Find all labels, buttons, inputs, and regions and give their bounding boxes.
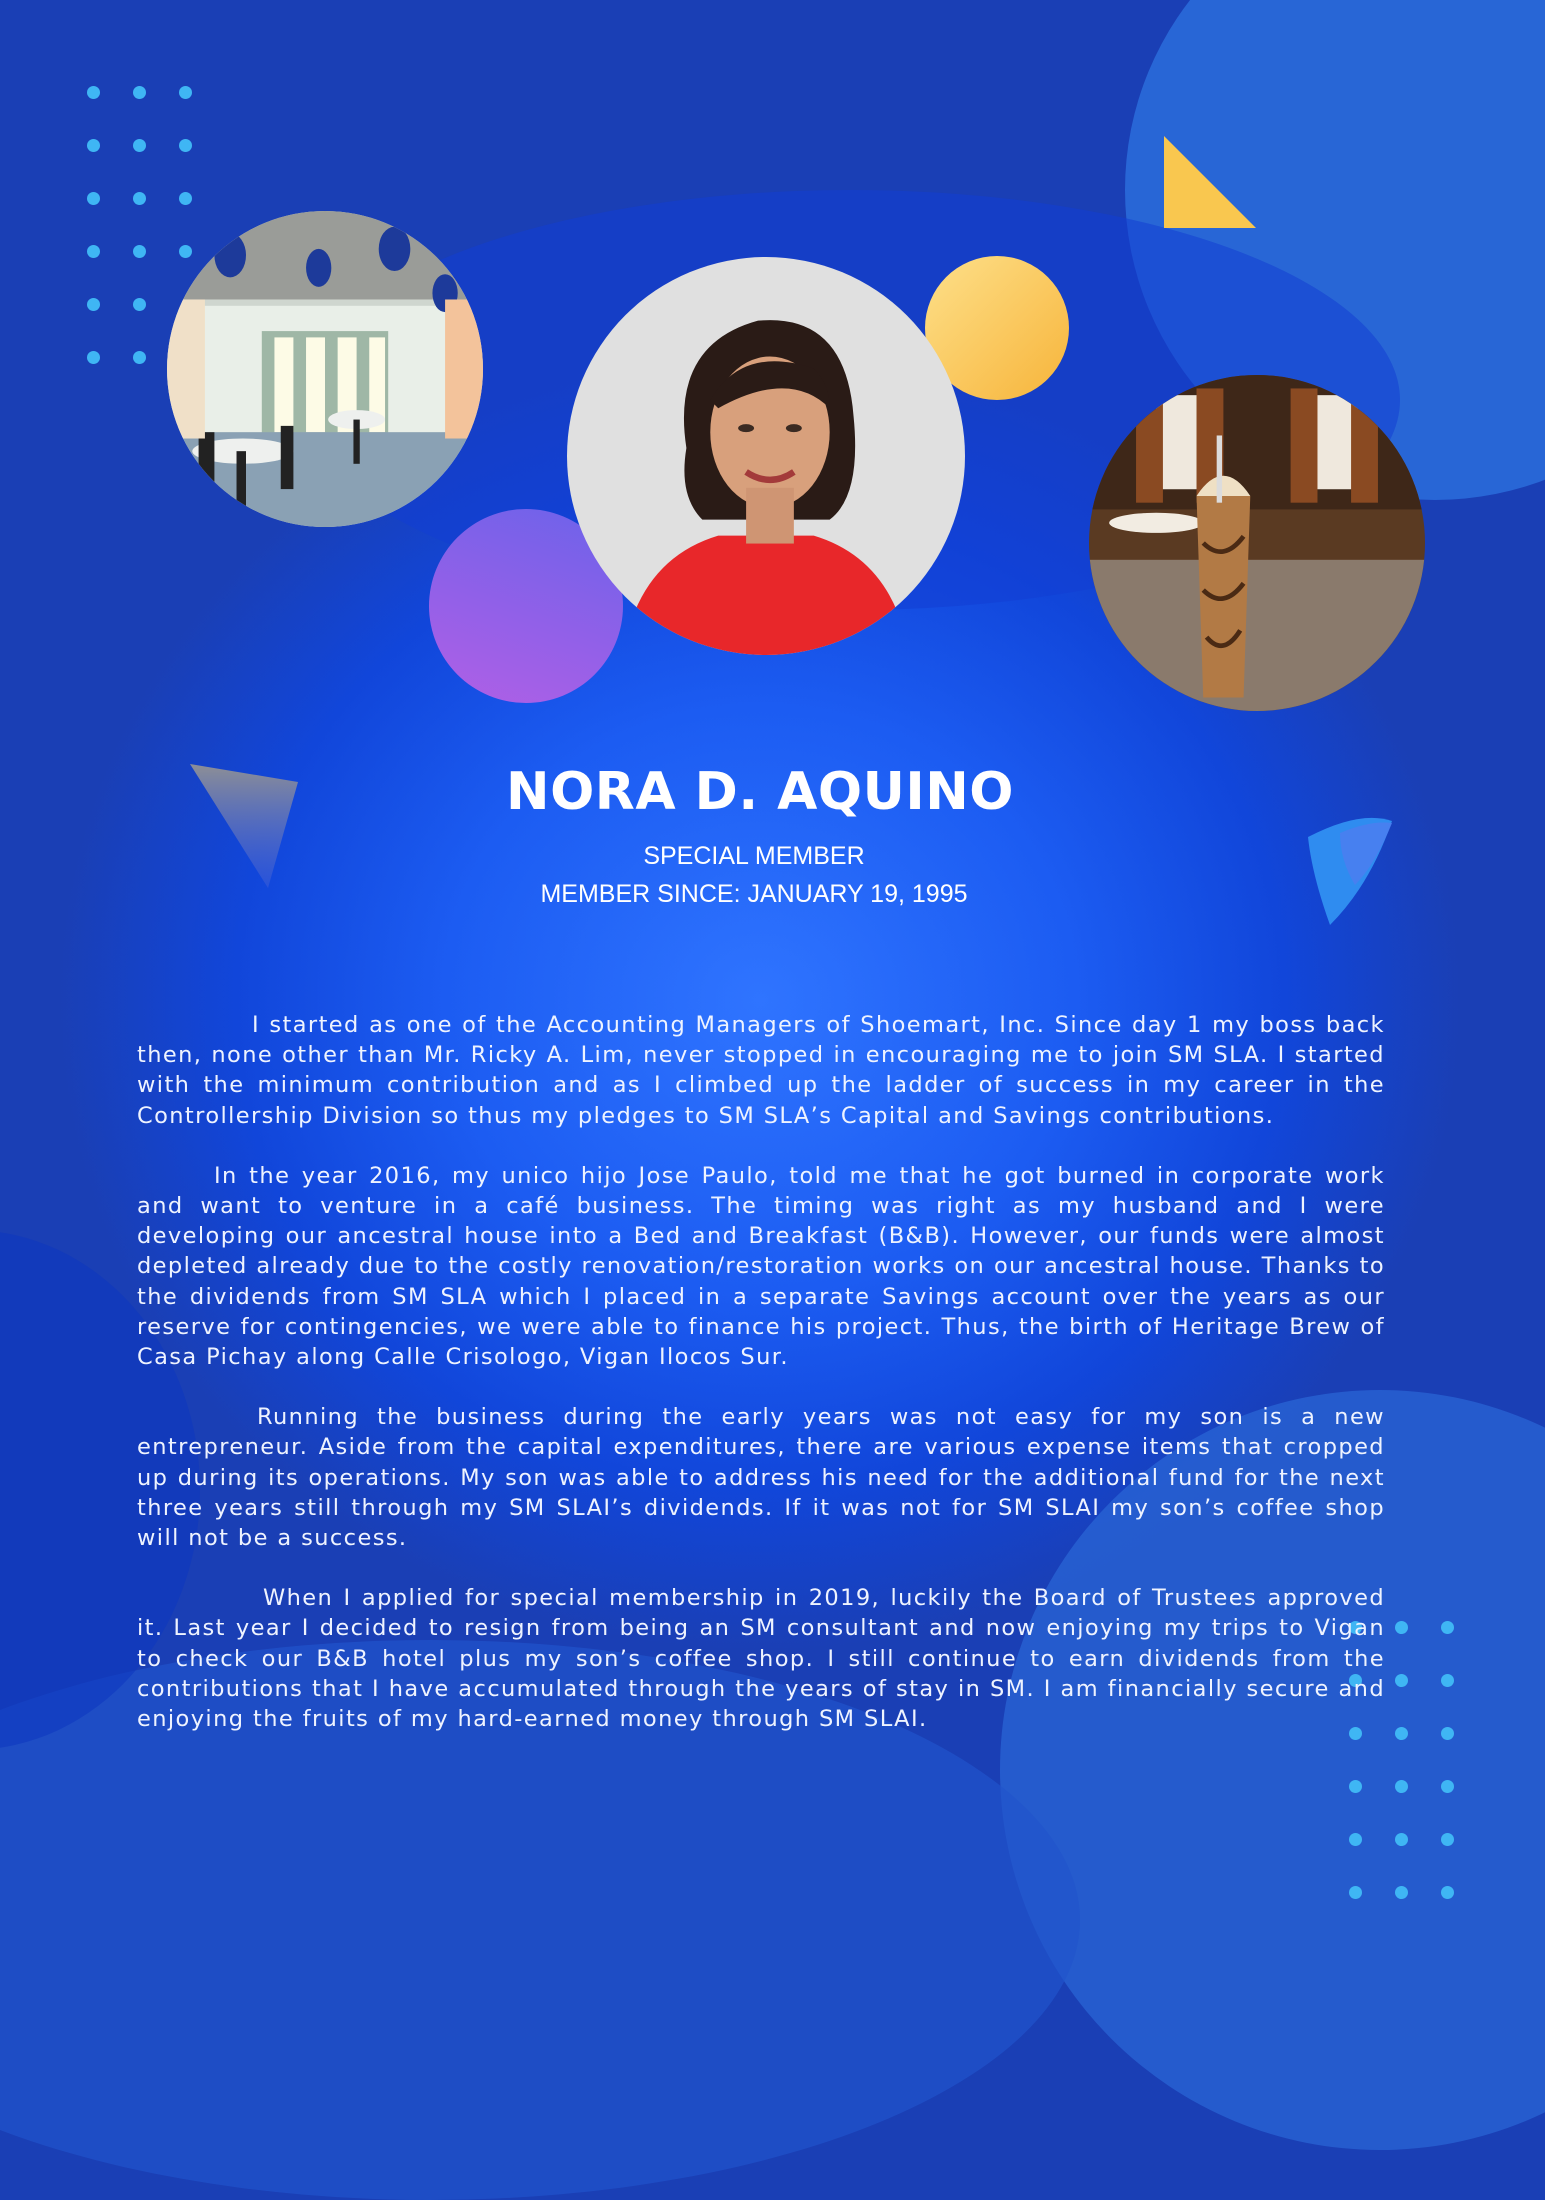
paragraph-2: In the year 2016, my unico hijo Jose Paulo, told me that he got burned in corporate work and want to venture in a café business. The timing was right as my husband and I were developing our ancestral house into a Bed and Breakfast (B&B). However, our funds were almost depleted already due to the costly renovation/restoration works on our ancestral house. Thanks to the dividends from SM SLA which I placed in a separate Savings account over the years as our reserve for contingencies, we were able to finance his project. Thus, the birth of Heritage Brew of Casa Pichay along Calle Crisologo, Vigan Ilocos Sur.: [137, 1162, 1385, 1371]
membership-type: SPECIAL MEMBER: [643, 842, 865, 870]
member-since: MEMBER SINCE: JANUARY 19, 1995: [540, 880, 968, 908]
cafe-interior-photo: [167, 211, 483, 527]
paragraph-3: Running the business during the early years was not easy for my son is a new entrepreneur. Aside from the capital expenditures, there are various expense items that cropped up during its operations. My son was able to address his need for the additional fund for the next three years still through my SM SLAI’s dividends. If it was not for SM SLAI my son’s coffee shop will not be a success.: [137, 1404, 1385, 1552]
iced-coffee-photo: [1089, 375, 1425, 711]
member-name: NORA D. AQUINO: [506, 762, 1014, 822]
paragraph-1: I started as one of the Accounting Managers of Shoemart, Inc. Since day 1 my boss back then, none other than Mr. Ricky A. Lim, never stopped in encouraging me to join SM SLA. I started with the minimum contribution and as I climbed up the ladder of success in my career in the Controllership Division so thus my pledges to SM SLA’s Capital and Savings contributions.: [137, 1012, 1385, 1129]
testimonial-body: [137, 1010, 1385, 1764]
blue-petal-shape: [1300, 815, 1395, 930]
paragraph-4: When I applied for special membership in 2019, luckily the Board of Trustees approved it. Last year I decided to resign from being an SM consultant and now enjoying my trips to Vigan to check our B&B hotel plus my son’s coffee shop. I still continue to earn dividends from the contributions that I have accumulated through the years of stay in SM. I am financially secure and enjoying the fruits of my hard-earned money through SM SLAI.: [137, 1585, 1385, 1733]
yellow-triangle-shape: [1160, 132, 1260, 232]
portrait-photo: [567, 257, 965, 655]
